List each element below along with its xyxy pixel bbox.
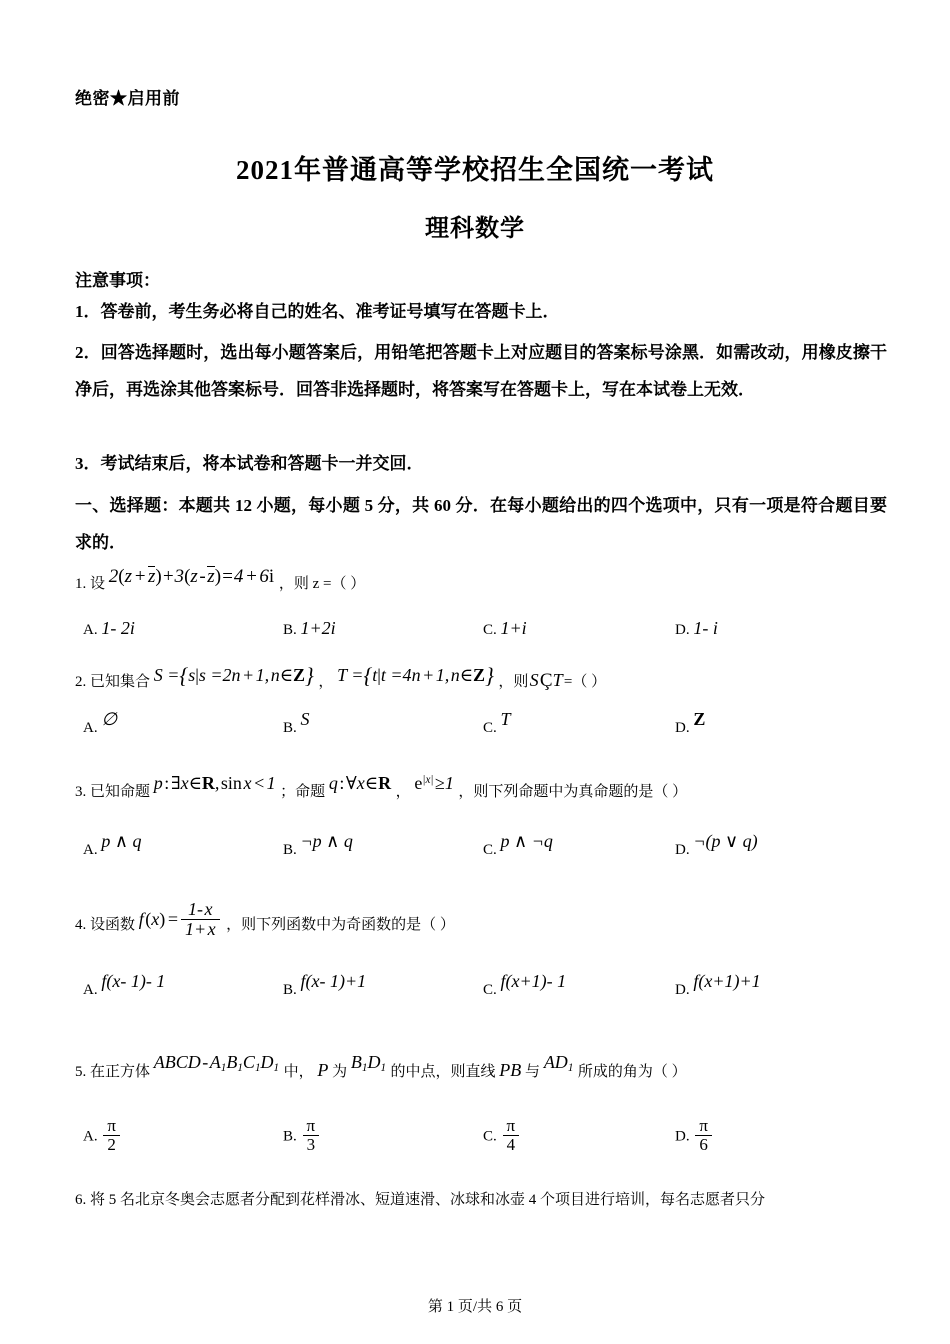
question-2-set-t: T ={t|t =4n + 1, n∈Z}	[337, 663, 494, 688]
question-1-option-b[interactable]: B. 1+2i	[283, 618, 336, 638]
question-3-prop-q2: $e^{|x|}$ ≥1	[414, 773, 459, 793]
question-5-number: 5.	[75, 1064, 87, 1080]
subject-title: 理科数学	[425, 216, 525, 242]
question-2-option-b[interactable]: B. S	[283, 709, 310, 736]
question-2-option-a[interactable]: A. ∅	[83, 709, 118, 736]
question-2-option-c[interactable]: C. T	[483, 709, 511, 736]
question-4-formula: f (x) = $\frac{1- x}{1+ x}$	[139, 909, 226, 929]
question-6-number: 6.	[75, 1192, 87, 1208]
question-1-formula: 2(z + z)+3(z - z)=4 + 6i	[108, 566, 275, 587]
question-5-option-d[interactable]: D. $\frac{\pi}{6}$	[675, 1118, 714, 1156]
question-4-option-d[interactable]: D. f(x+1)+1	[675, 971, 761, 998]
question-4	[75, 899, 895, 945]
question-1-lead: 设	[90, 576, 106, 592]
question-5-point: P	[317, 1060, 329, 1080]
question-5-line1: PB	[499, 1060, 522, 1080]
question-3-prop-p: p : ∃x∈R, sin x < 1	[153, 773, 281, 793]
page-footer: 第 1 页/共 6 页	[427, 1299, 523, 1315]
question-4-tail: ，则下列函数中为奇函数的是（ ）	[226, 917, 455, 934]
question-3-option-d[interactable]: D. ¬(p ∨ q)	[675, 831, 758, 858]
question-4-number: 4.	[75, 917, 87, 934]
question-5-mid1: 中，	[283, 1064, 314, 1080]
secret-mark: 绝密★启用前	[75, 89, 180, 108]
question-5-segment: $B_1D_1$	[350, 1052, 387, 1075]
question-4-option-a[interactable]: A. f(x- 1)- 1	[83, 971, 166, 998]
question-3-number: 3.	[75, 784, 87, 800]
question-3-lead: 已知命题	[90, 784, 151, 800]
question-5	[75, 1052, 895, 1083]
question-5-mid2: 为	[332, 1064, 348, 1080]
question-6-text: 将 5 名北京冬奥会志愿者分配到花样滑冰、短道速滑、冰球和冰壶 4 个项目进行培训，每名志愿者只分	[90, 1192, 766, 1208]
question-3-option-c[interactable]: C. p ∧ ¬q	[483, 831, 553, 858]
question-6	[75, 1192, 905, 1209]
page-title: 2021年普通高等学校招生全国统一考试	[236, 155, 714, 185]
question-2-lead: 已知集合	[90, 674, 151, 690]
question-2: 2. 已知集合 S ={s|s =2n + 1, n∈Z} ， T ={t|t =4n + 1, n∈Z} ，则 S ÇT =（ ）	[75, 663, 607, 691]
question-5-option-a[interactable]: A. $\frac{\pi}{2}$	[83, 1118, 122, 1156]
question-1	[75, 566, 895, 594]
question-3-option-a[interactable]: A. p ∧ q	[83, 831, 142, 858]
question-5-option-b[interactable]: B. $\frac{\pi}{3}$	[283, 1118, 321, 1156]
question-4-option-c[interactable]: C. f(x+1)- 1	[483, 971, 567, 998]
question-1-number: 1.	[75, 576, 87, 592]
question-1-option-d[interactable]: D. 1- i	[675, 618, 718, 638]
notice-item-1: 1．答卷前，考生务必将自己的姓名、准考证号填写在答题卡上．	[75, 302, 560, 321]
question-5-tail: 所成的角为（ ）	[577, 1064, 687, 1080]
question-5-lead: 在正方体	[90, 1064, 151, 1080]
question-3-tail: ，则下列命题中为真命题的是（ ）	[458, 784, 688, 800]
question-5-cube: ABCD - $A_1B_1C_1D_1$	[153, 1052, 280, 1075]
question-5-mid4: 与	[525, 1064, 541, 1080]
question-1-option-a[interactable]: A. 1- 2i	[83, 618, 135, 638]
notice-heading: 注意事项：	[75, 271, 160, 290]
question-4-option-b[interactable]: B. f(x- 1)+1	[283, 971, 367, 998]
question-5-option-c[interactable]: C. $\frac{\pi}{4}$	[483, 1118, 521, 1156]
section-heading: 一、选择题：本题共 12 小题，每小题 5 分，共 60 分．在每小题给出的四个选项中，只有一项是符合题目要求的．	[75, 496, 887, 552]
question-5-line2: $AD_1$	[543, 1052, 574, 1075]
question-2-set-s: S ={s|s =2n + 1, n∈Z}	[153, 663, 314, 688]
question-1-tail: ，则 z =（ ）	[278, 576, 366, 592]
question-3-mid: ；命题	[280, 784, 326, 800]
notice-item-2: 2．回答选择题时，选出每小题答案后，用铅笔把答题卡上对应题目的答案标号涂黑．如需改动，用橡皮擦干净后，再选涂其他答案标号．回答非选择题时，将答案写在答题卡上，写在本试卷上无效．	[75, 343, 887, 399]
notice-item-3: 3．考试结束后，将本试卷和答题卡一并交回．	[75, 454, 424, 473]
question-4-lead: 设函数	[90, 917, 136, 934]
question-2-number: 2.	[75, 674, 87, 690]
question-5-mid3: 的中点，则直线	[390, 1064, 496, 1080]
question-2-tail: ，则 S ÇT =（ ）	[498, 670, 607, 691]
question-3-option-b[interactable]: B. ¬p ∧ q	[283, 831, 353, 858]
question-3-prop-q: q : ∀x∈R	[328, 773, 392, 793]
question-3: 3. 已知命题 p : ∃x∈R, sin x < 1 ；命题 q : ∀x∈R ， $e^{|x|}$ ≥1 ，则下列命题中为真命题的是（ ）	[75, 773, 688, 800]
question-1-option-c[interactable]: C. 1+i	[483, 618, 527, 638]
question-2-option-d[interactable]: D. Z	[675, 709, 706, 736]
